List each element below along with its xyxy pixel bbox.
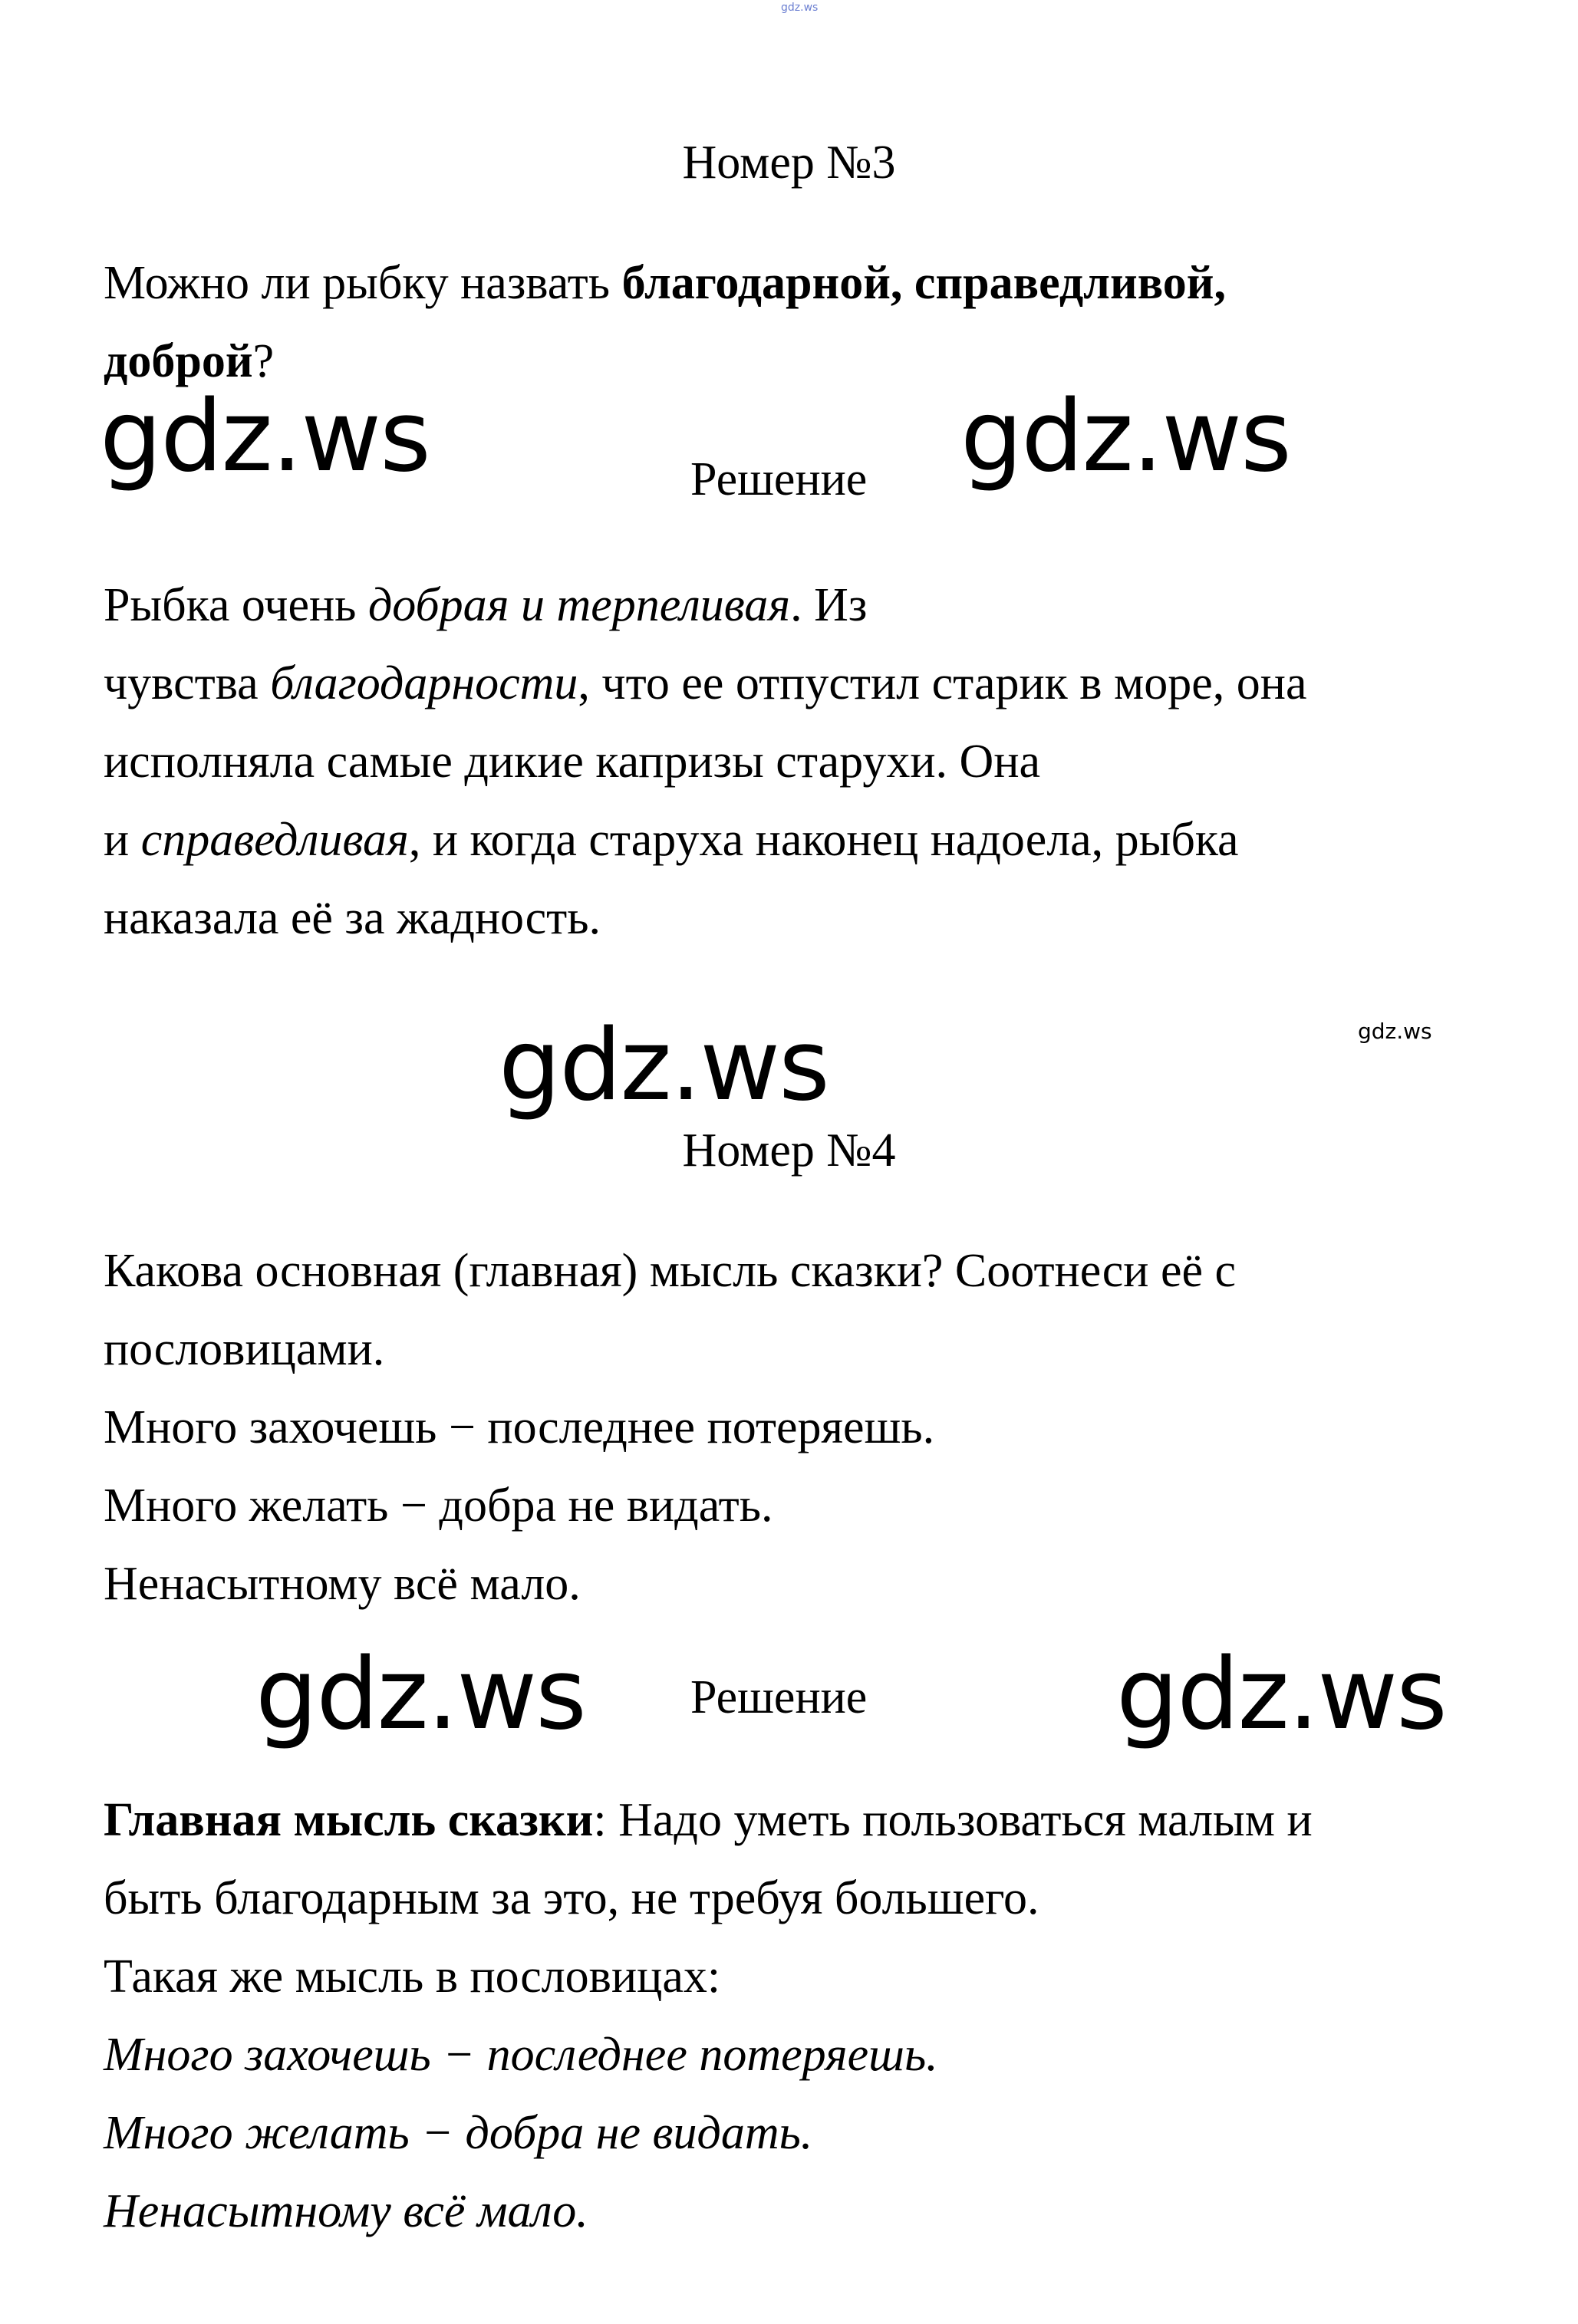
answer-italic: Много захочешь − последнее потеряешь. [104,2029,938,2081]
answer-bold: Главная мысль сказки [104,1794,594,1846]
answer-text: и [104,814,141,866]
watermark-logo: gdz.ws [255,1638,585,1752]
question-bold: доброй [104,335,253,387]
section3-answer-line3: исполняла самые дикие капризы старухи. Она [104,736,1041,788]
answer-italic: благодарности [270,657,578,709]
watermark-logo-small: gdz.ws [1358,1019,1432,1044]
section4-answer-line3: Такая же мысль в пословицах: [104,1950,721,2003]
answer-text: . Из [790,579,868,631]
answer-italic: Ненасытному всё мало. [104,2185,588,2237]
section3-answer-line1 [104,566,867,644]
answer-italic: справедливая [140,814,409,866]
watermark-logo: gdz.ws [960,380,1290,494]
answer-text: : Надо уметь пользоваться малым и [593,1794,1313,1846]
section3-answer-line4 [104,801,1239,879]
answer-text: чувства [104,657,271,709]
answer-text: Рыбка очень [104,579,368,631]
section4-answer-proverb-3 [104,2172,588,2250]
section4-answer-proverb-2 [104,2094,812,2172]
section3-solution-label: Решение [690,453,868,505]
section4-solution-label: Решение [690,1671,868,1723]
section4-proverb-1: Много захочешь − последнее потеряешь. [104,1401,935,1453]
answer-text: , что ее отпустил старик в море, она [578,657,1307,709]
answer-italic: Много желать − добра не видать. [104,2107,813,2159]
section3-answer-line5: наказала её за жадность. [104,892,601,944]
section4-question-line2: пословицами. [104,1323,385,1375]
section4-answer-line2: быть благодарным за это, не требуя большего. [104,1872,1039,1924]
section4-heading: Номер №4 [682,1124,896,1177]
section4-answer-line1 [104,1781,1313,1859]
section3-question-line1 [104,244,1226,322]
section4-proverb-2: Много желать − добра не видать. [104,1480,773,1532]
section3-heading: Номер №3 [682,137,896,189]
question-bold: благодарной, справедливой, [621,257,1226,309]
section3-answer-line2 [104,644,1307,723]
question-text: Можно ли рыбку назвать [104,257,622,309]
section4-answer-proverb-1 [104,2016,938,2094]
watermark-logo: gdz.ws [1116,1638,1446,1752]
watermark-logo: gdz.ws [499,1009,829,1123]
watermark-logo: gdz.ws [100,380,430,494]
answer-text: , и когда старуха наконец надоела, рыбка [408,814,1239,866]
section4-question-line1: Какова основная (главная) мысль сказки? Соотнеси её с [104,1245,1237,1297]
question-text: ? [252,335,275,387]
top-watermark: gdz.ws [781,2,819,14]
section4-proverb-3: Ненасытному всё мало. [104,1558,581,1610]
answer-italic: добрая и терпеливая [367,579,791,631]
